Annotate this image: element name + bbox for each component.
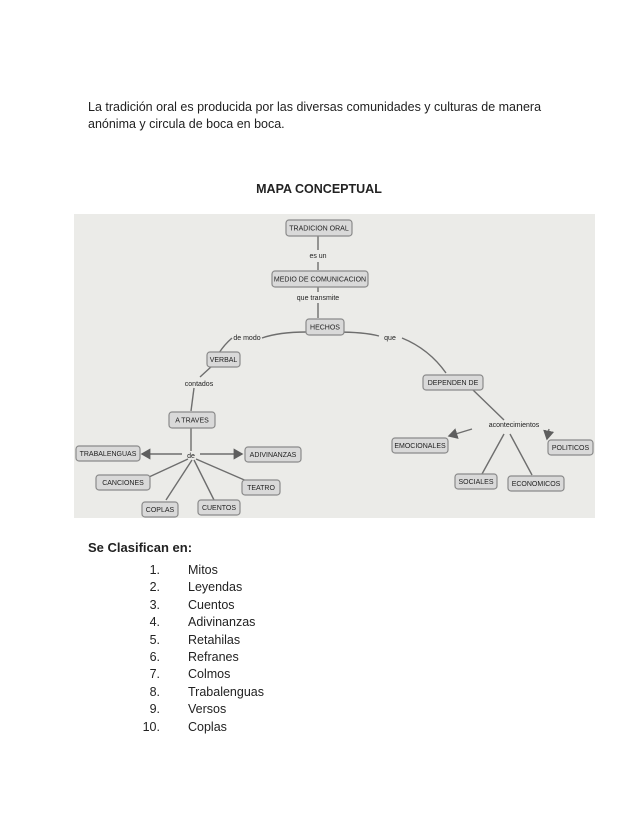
concept-map-svg <box>74 214 595 518</box>
list-item <box>120 649 264 666</box>
list-item-number: 8. <box>149 684 160 699</box>
list-item-number: 5. <box>149 632 160 647</box>
list-item <box>120 614 264 631</box>
section-title: MAPA CONCEPTUAL <box>256 182 382 196</box>
svg-text:MEDIO DE COMUNICACION: MEDIO DE COMUNICACION <box>273 276 367 284</box>
svg-text:HECHOS: HECHOS <box>310 324 340 332</box>
list-item-text: Leyendas <box>188 580 243 595</box>
link-label-que-transmite: que transmite <box>296 295 340 302</box>
link-de-coplas <box>166 460 192 500</box>
concept-map <box>74 214 595 518</box>
svg-text:DEPENDEN DE: DEPENDEN DE <box>427 380 479 387</box>
link-que-dependen <box>402 338 446 373</box>
list-item-number: 6. <box>149 649 160 664</box>
list-item <box>120 562 264 579</box>
svg-text:TRADICION ORAL: TRADICION ORAL <box>289 225 349 233</box>
intro-paragraph <box>88 99 568 133</box>
classification-list <box>120 562 264 736</box>
list-item <box>120 597 264 614</box>
link-contados-atraves <box>191 388 194 411</box>
node-economicos <box>508 476 564 491</box>
list-item-number: 3. <box>149 597 160 612</box>
list-item-text: Refranes <box>188 649 239 664</box>
link-label-de: de <box>187 453 195 460</box>
node-canciones <box>96 475 150 490</box>
node-tradicion-oral <box>286 220 352 236</box>
svg-text:ECONOMICOS: ECONOMICOS <box>511 481 561 488</box>
svg-text:CUENTOS: CUENTOS <box>201 505 237 512</box>
list-item <box>120 701 264 718</box>
svg-text:TEATRO: TEATRO <box>247 485 275 492</box>
list-item <box>120 684 264 701</box>
node-politicos <box>548 440 593 455</box>
svg-text:ADIVINANZAS: ADIVINANZAS <box>249 452 297 459</box>
link-label-de-modo: de modo <box>233 335 261 342</box>
link-dependen-acontecimientos <box>472 389 504 420</box>
link-label-acontecimientos: acontecimientos <box>488 422 540 429</box>
list-title: Se Clasifican en: <box>88 540 193 555</box>
intro-line-1: La tradición oral es producida por las diversas comunidades y culturas de manera <box>88 100 542 114</box>
svg-text:A TRAVES: A TRAVES <box>175 417 209 425</box>
list-item-number: 2. <box>149 580 160 595</box>
list-item-text: Colmos <box>188 667 231 682</box>
node-cuentos <box>198 500 240 515</box>
node-emocionales <box>392 438 448 453</box>
svg-text:VERBAL: VERBAL <box>209 357 238 364</box>
node-trabalenguas <box>76 446 140 461</box>
svg-text:TRABALENGUAS: TRABALENGUAS <box>79 451 137 458</box>
list-item-number: 4. <box>149 615 160 630</box>
node-hechos <box>306 319 344 335</box>
node-verbal <box>207 352 240 367</box>
list-item <box>120 579 264 596</box>
node-adivinanzas <box>245 447 301 462</box>
link-label-que: que <box>384 335 396 342</box>
svg-text:CANCIONES: CANCIONES <box>102 480 144 487</box>
link-label-contados: contados <box>184 381 214 388</box>
list-item <box>120 666 264 683</box>
list-item-text: Versos <box>188 702 227 717</box>
link-demodo-verbal <box>219 338 232 353</box>
intro-line-2: anónima y circula de boca en boca. <box>88 117 285 131</box>
link-acont-politicos <box>547 429 549 439</box>
list-item-number: 1. <box>149 563 160 577</box>
link-acont-sociales <box>482 434 504 474</box>
node-a-traves <box>169 412 215 428</box>
link-acont-emocionales <box>449 429 472 436</box>
list-item <box>120 719 264 736</box>
list-item-text: Cuentos <box>188 597 235 612</box>
list-item-number: 9. <box>149 702 160 717</box>
list-item-text: Retahilas <box>188 632 241 647</box>
svg-text:SOCIALES: SOCIALES <box>458 479 494 486</box>
link-hechos-demodo <box>262 332 306 338</box>
link-acont-economicos <box>510 434 532 475</box>
list-item-text: Adivinanzas <box>188 615 256 630</box>
link-verbal-contados <box>200 366 212 377</box>
node-coplas <box>142 502 178 517</box>
svg-text:EMOCIONALES: EMOCIONALES <box>394 443 446 450</box>
list-item-number: 7. <box>149 667 160 682</box>
svg-text:POLITICOS: POLITICOS <box>551 445 590 452</box>
list-item-text: Mitos <box>188 563 218 577</box>
node-medio-de-comunicacion <box>272 271 368 287</box>
node-dependen-de <box>423 375 483 390</box>
list-item-number: 10. <box>142 719 160 734</box>
list-item-text: Trabalenguas <box>188 684 264 699</box>
list-item <box>120 632 264 649</box>
link-label-es-un: es un <box>309 253 327 260</box>
node-sociales <box>455 474 497 489</box>
svg-text:COPLAS: COPLAS <box>145 507 175 514</box>
node-teatro <box>242 480 280 495</box>
list-item-text: Coplas <box>188 719 227 734</box>
